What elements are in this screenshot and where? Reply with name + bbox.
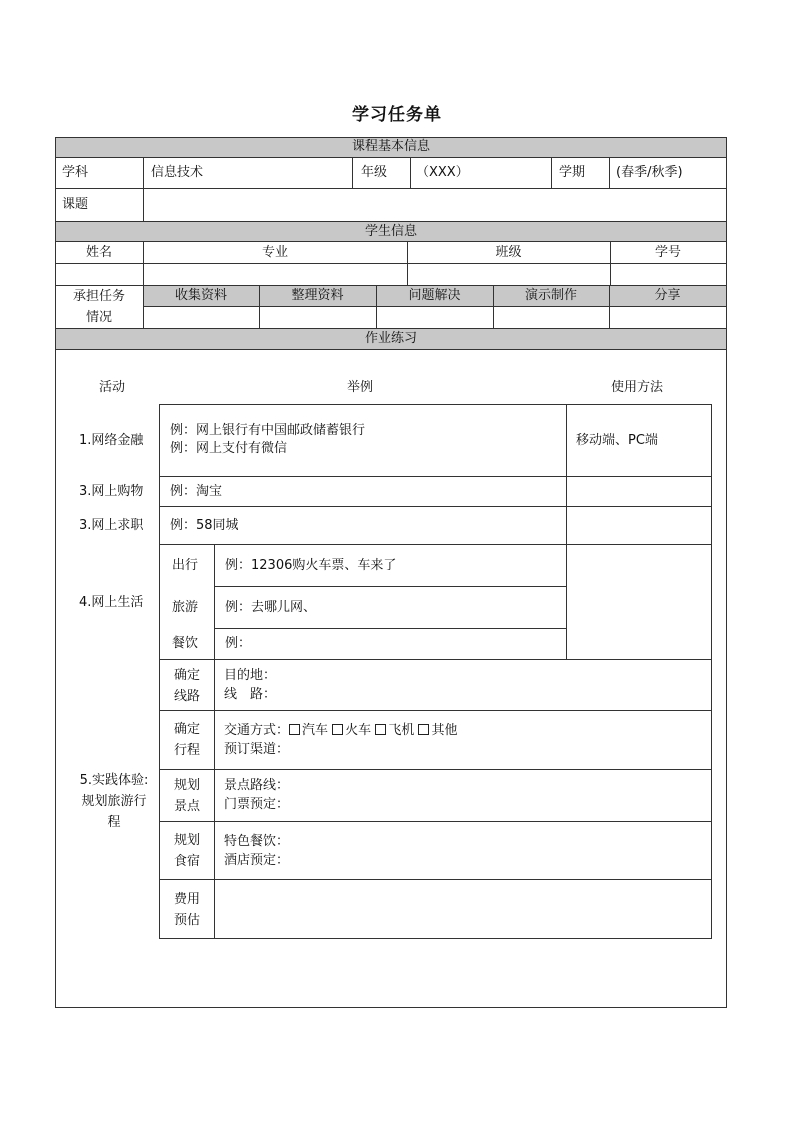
example-finance-line2[interactable]: 例：网上支付有微信 [170,441,288,456]
practice-attractions-label: 规划 景点 [173,778,200,814]
practice-route-label: 确定 线路 [173,668,200,704]
task-header-collect: 收集资料 [174,288,227,303]
activity-practice-line3: 程 [107,815,121,830]
local-food-field[interactable]: 特色餐饮： [224,834,290,849]
term-label: 学期 [559,165,586,180]
method-shopping[interactable] [567,477,710,505]
life-travel-example[interactable]: 例：12306购火车票、车来了 [225,558,397,573]
task-field-collect[interactable] [144,307,258,327]
column-example: 举例 [347,380,374,395]
hotel-booking-field[interactable]: 酒店预定： [224,853,290,868]
grade-value[interactable]: （XXX） [416,165,469,180]
route-field[interactable]: 线 路： [224,687,277,702]
practice-lodging-label: 规划 食宿 [173,833,200,869]
name-header: 姓名 [85,245,112,260]
task-field-organize[interactable] [260,307,375,327]
section-title-student: 学生信息 [364,224,417,239]
task-label-line1: 承担任务 [72,289,125,304]
class-field[interactable] [408,264,609,284]
example-shopping[interactable]: 例：淘宝 [170,484,223,499]
life-dining-example[interactable]: 例： [225,636,252,651]
task-header-present: 演示制作 [524,288,577,303]
booking-channel-field[interactable]: 预订渠道： [224,742,290,757]
activity-practice-line2: 规划旅游行 [81,794,147,809]
transport-label: 交通方式： [224,723,290,738]
column-method: 使用方法 [611,380,664,395]
train-option: 火车 [345,723,372,738]
destination-field[interactable]: 目的地： [224,668,277,683]
example-job[interactable]: 例：58同城 [170,518,239,533]
column-activity: 活动 [99,380,126,395]
method-life[interactable] [567,545,710,658]
task-label-line2: 情况 [85,310,112,325]
subject-value[interactable]: 信息技术 [151,165,204,180]
task-header-solve: 问题解决 [408,288,461,303]
task-header-share: 分享 [654,288,681,303]
bus-checkbox[interactable] [289,724,300,735]
example-finance-line1[interactable]: 例：网上银行有中国邮政储蓄银行 [170,423,366,438]
activity-practice [72,770,156,833]
activity-finance: 1.网络金融 [79,433,144,448]
practice-schedule-label: 确定 行程 [173,722,200,758]
ticket-booking-field[interactable]: 门票预定： [224,797,290,812]
task-field-solve[interactable] [377,307,492,327]
activity-practice-line1: 5.实践体验: [79,773,149,788]
method-finance[interactable]: 移动端、PC端 [576,433,658,448]
practice-budget-label: 费用 预估 [173,892,200,928]
other-checkbox[interactable] [418,724,429,735]
term-value[interactable]: (春季/秋季) [616,165,683,180]
attraction-route-field[interactable]: 景点路线： [224,778,290,793]
life-tourism-label: 旅游 [172,600,199,615]
section-title-course: 课程基本信息 [351,139,430,154]
activity-shopping: 3.网上购物 [79,484,144,499]
life-dining-label: 餐饮 [172,636,199,651]
task-header-organize: 整理资料 [291,288,344,303]
name-field[interactable] [56,264,142,284]
budget-field[interactable] [215,880,710,937]
student-id-header: 学号 [654,245,681,260]
other-option: 其他 [431,723,458,738]
bus-option: 汽车 [302,723,329,738]
transport-row [224,722,458,740]
topic-label: 课题 [62,197,89,212]
grade-label: 年级 [361,165,388,180]
page-title: 学习任务单 [352,105,442,125]
method-job[interactable] [567,507,710,543]
task-field-present[interactable] [494,307,608,327]
student-id-field[interactable] [611,264,725,284]
plane-option: 飞机 [388,723,415,738]
major-header: 专业 [261,245,288,260]
task-field-share[interactable] [610,307,725,327]
class-header: 班级 [495,245,522,260]
subject-label: 学科 [62,165,89,180]
train-checkbox[interactable] [332,724,343,735]
major-field[interactable] [144,264,406,284]
plane-checkbox[interactable] [375,724,386,735]
life-travel-label: 出行 [172,558,199,573]
activity-job: 3.网上求职 [79,518,144,533]
activity-life: 4.网上生活 [79,595,144,610]
life-tourism-example[interactable]: 例：去哪儿网、 [225,600,317,615]
section-title-homework: 作业练习 [364,331,417,346]
